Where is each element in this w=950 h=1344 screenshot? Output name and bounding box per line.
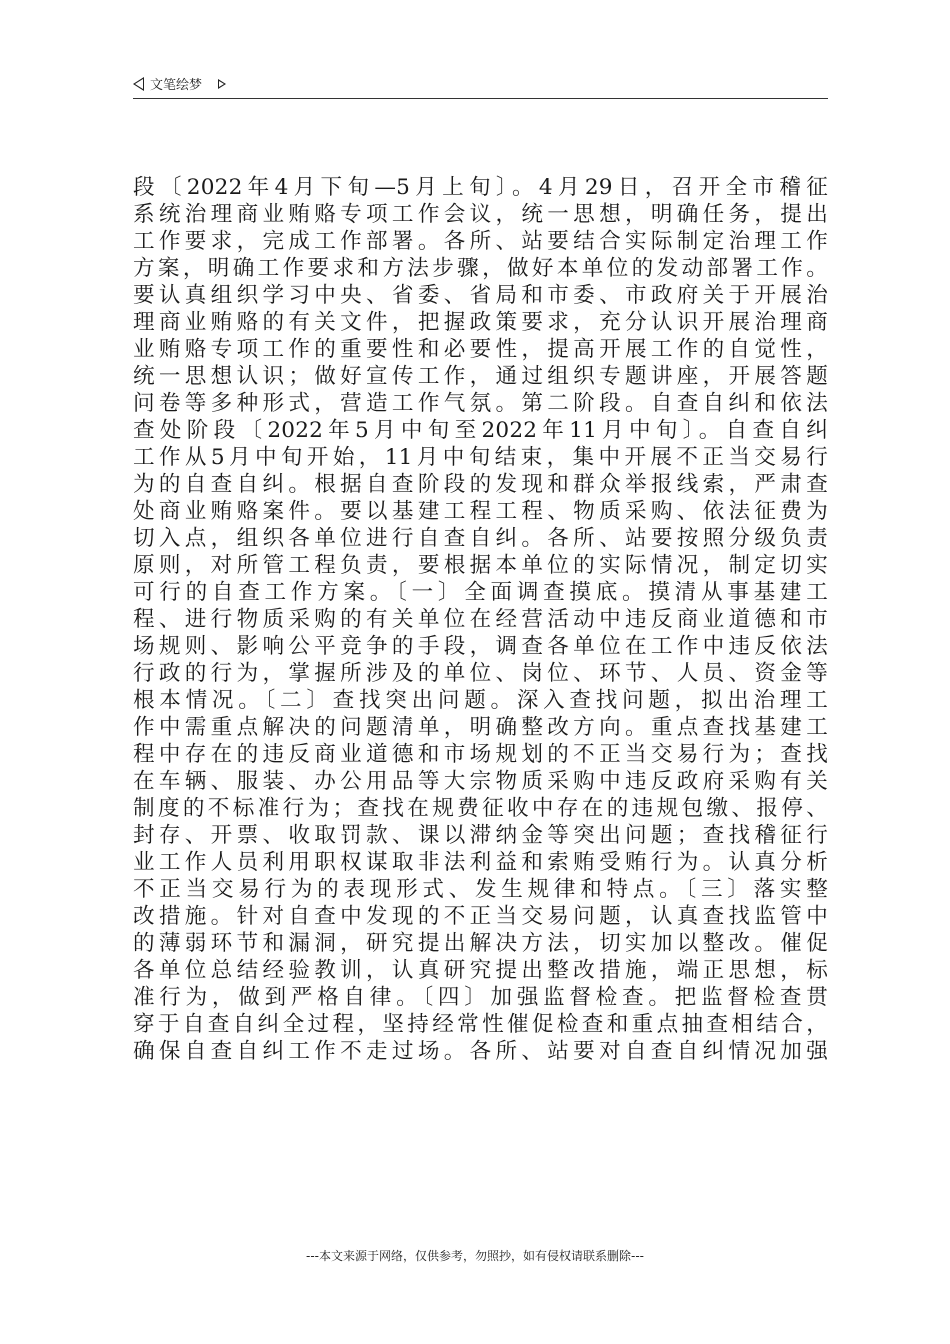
body-line: 方案，明确工作要求和方法步骤，做好本单位的发动部署工作。 <box>133 256 828 281</box>
triangle-left-icon <box>133 77 144 91</box>
body-line: 根本情况。〔二〕查找突出问题。深入查找问题，拟出治理工 <box>133 688 828 713</box>
body-line: 制度的不标准行为；查找在规费征收中存在的违规包缴、报停、 <box>133 796 828 821</box>
body-line: 场规则、影响公平竞争的手段，调查各单位在工作中违反依法 <box>133 634 828 659</box>
body-line: 段〔2022年4月下旬—5月上旬〕。4月29日，召开全市稽征 <box>133 175 828 200</box>
body-line: 封存、开票、收取罚款、课以滞纳金等突出问题；查找稽征行 <box>133 823 828 848</box>
header-title: 文笔绘梦 <box>150 78 203 93</box>
body-line: 工作要求，完成工作部署。各所、站要结合实际制定治理工作 <box>133 229 828 254</box>
body-line: 确保自查自纠工作不走过场。各所、站要对自查自纠情况加强 <box>133 1039 828 1064</box>
body-line: 准行为，做到严格自律。〔四〕加强监督检查。把监督检查贯 <box>133 985 828 1010</box>
body-line: 统一思想认识；做好宣传工作，通过组织专题讲座，开展答题 <box>133 364 828 389</box>
body-line: 在车辆、服装、办公用品等大宗物质采购中违反政府采购有关 <box>133 769 828 794</box>
body-line: 处商业贿赂案件。要以基建工程工程、物质采购、依法征费为 <box>133 499 828 524</box>
body-line: 的薄弱环节和漏洞，研究提出解决方法，切实加以整改。催促 <box>133 931 828 956</box>
body-line: 不正当交易行为的表现形式、发生规律和特点。〔三〕落实整 <box>133 877 828 902</box>
body-line: 行政的行为，掌握所涉及的单位、岗位、环节、人员、资金等 <box>133 661 828 686</box>
body-line: 程、进行物质采购的有关单位在经营活动中违反商业道德和市 <box>133 607 828 632</box>
body-line: 查处阶段〔2022年5月中旬至2022年11月中旬〕。自查自纠 <box>133 418 828 443</box>
body-line: 系统治理商业贿赂专项工作会议，统一思想，明确任务，提出 <box>133 202 828 227</box>
header-divider <box>133 98 828 99</box>
body-line: 理商业贿赂的有关文件，把握政策要求，充分认识开展治理商 <box>133 310 828 335</box>
body-line: 可行的自查工作方案。〔一〕全面调查摸底。摸清从事基建工 <box>133 580 828 605</box>
body-line: 原则，对所管工程负责，要根据本单位的实际情况，制定切实 <box>133 553 828 578</box>
body-line: 改措施。针对自查中发现的不正当交易问题，认真查找监管中 <box>133 904 828 929</box>
page-header <box>133 74 828 98</box>
body-line: 为的自查自纠。根据自查阶段的发现和群众举报线索，严肃查 <box>133 472 828 497</box>
body-line: 要认真组织学习中央、省委、省局和市委、市政府关于开展治 <box>133 283 828 308</box>
body-text <box>133 174 828 1065</box>
body-line: 业贿赂专项工作的重要性和必要性，提高开展工作的自觉性， <box>133 337 828 362</box>
body-line: 业工作人员利用职权谋取非法利益和索贿受贿行为。认真分析 <box>133 850 828 875</box>
body-line: 各单位总结经验教训，认真研究提出整改措施，端正思想，标 <box>133 958 828 983</box>
body-line: 工作从5月中旬开始，11月中旬结束，集中开展不正当交易行 <box>133 445 828 470</box>
footer-disclaimer: ---本文来源于网络，仅供参考，勿照抄，如有侵权请联系删除--- <box>306 1249 644 1263</box>
body-line: 穿于自查自纠全过程，坚持经常性催促检查和重点抽查相结合， <box>133 1012 828 1037</box>
triangle-right-icon <box>218 79 226 89</box>
body-line: 作中需重点解决的问题清单，明确整改方向。重点查找基建工 <box>133 715 828 740</box>
body-line: 问卷等多种形式，营造工作气氛。第二阶段。自查自纠和依法 <box>133 391 828 416</box>
body-line: 切入点，组织各单位进行自查自纠。各所、站要按照分级负责 <box>133 526 828 551</box>
body-line: 程中存在的违反商业道德和市场规划的不正当交易行为；查找 <box>133 742 828 767</box>
